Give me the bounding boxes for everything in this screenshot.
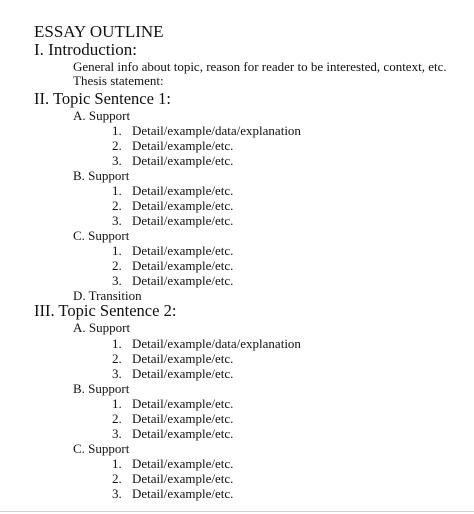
detail-text: Detail/example/etc. xyxy=(132,213,234,228)
detail-number: 3. xyxy=(112,153,122,168)
detail-text: Detail/example/etc. xyxy=(132,183,234,198)
detail-number: 3. xyxy=(112,366,122,381)
thesis-statement-label: Thesis statement: xyxy=(73,73,164,88)
detail-item xyxy=(112,457,233,470)
detail-item xyxy=(112,487,233,500)
detail-number: 3. xyxy=(112,213,122,228)
detail-item xyxy=(112,367,233,380)
detail-item xyxy=(112,259,233,272)
detail-number: 1. xyxy=(112,123,122,138)
detail-item xyxy=(112,154,233,167)
detail-number: 1. xyxy=(112,183,122,198)
detail-text: Detail/example/etc. xyxy=(132,153,234,168)
detail-text: Detail/example/etc. xyxy=(132,471,234,486)
detail-text: Detail/example/etc. xyxy=(132,426,234,441)
detail-number: 1. xyxy=(112,243,122,258)
detail-number: 2. xyxy=(112,198,122,213)
detail-item xyxy=(112,352,233,365)
detail-item xyxy=(112,397,233,410)
detail-item xyxy=(112,412,233,425)
detail-item xyxy=(112,337,301,350)
detail-text: Detail/example/etc. xyxy=(132,273,234,288)
detail-text: Detail/example/etc. xyxy=(132,351,234,366)
detail-item xyxy=(112,472,233,485)
detail-item xyxy=(112,244,233,257)
detail-text: Detail/example/etc. xyxy=(132,366,234,381)
detail-number: 3. xyxy=(112,273,122,288)
topic-sentence-2-heading: III. Topic Sentence 2: xyxy=(34,301,177,320)
detail-text: Detail/example/etc. xyxy=(132,138,234,153)
detail-number: 3. xyxy=(112,426,122,441)
detail-item xyxy=(112,124,301,137)
detail-item xyxy=(112,214,233,227)
detail-number: 2. xyxy=(112,411,122,426)
detail-number: 2. xyxy=(112,138,122,153)
support-c-label: C. Support xyxy=(73,228,130,243)
detail-text: Detail/example/etc. xyxy=(132,198,234,213)
detail-text: Detail/example/data/explanation xyxy=(132,336,301,351)
detail-text: Detail/example/etc. xyxy=(132,243,234,258)
detail-number: 1. xyxy=(112,456,122,471)
page-bottom-divider xyxy=(0,511,474,512)
detail-text: Detail/example/etc. xyxy=(132,456,234,471)
introduction-heading: I. Introduction: xyxy=(34,40,137,59)
detail-number: 1. xyxy=(112,336,122,351)
support-b-label: B. Support xyxy=(73,381,130,396)
support-a-label: A. Support xyxy=(73,320,131,335)
detail-item xyxy=(112,274,233,287)
detail-number: 2. xyxy=(112,258,122,273)
detail-text: Detail/example/etc. xyxy=(132,486,234,501)
detail-text: Detail/example/etc. xyxy=(132,411,234,426)
detail-text: Detail/example/data/explanation xyxy=(132,123,301,138)
detail-text: Detail/example/etc. xyxy=(132,396,234,411)
detail-item xyxy=(112,184,233,197)
support-b-label: B. Support xyxy=(73,168,130,183)
outline-title: ESSAY OUTLINE xyxy=(34,22,164,41)
detail-number: 2. xyxy=(112,471,122,486)
support-c-label: C. Support xyxy=(73,441,130,456)
detail-number: 1. xyxy=(112,396,122,411)
support-a-label: A. Support xyxy=(73,108,131,123)
detail-number: 2. xyxy=(112,351,122,366)
detail-text: Detail/example/etc. xyxy=(132,258,234,273)
topic-sentence-1-heading: II. Topic Sentence 1: xyxy=(34,89,171,108)
detail-number: 3. xyxy=(112,486,122,501)
transition-label: D. Transition xyxy=(73,288,142,303)
introduction-text: General info about topic, reason for reader to be interested, context, etc. xyxy=(73,59,447,74)
detail-item xyxy=(112,139,233,152)
detail-item xyxy=(112,427,233,440)
detail-item xyxy=(112,199,233,212)
